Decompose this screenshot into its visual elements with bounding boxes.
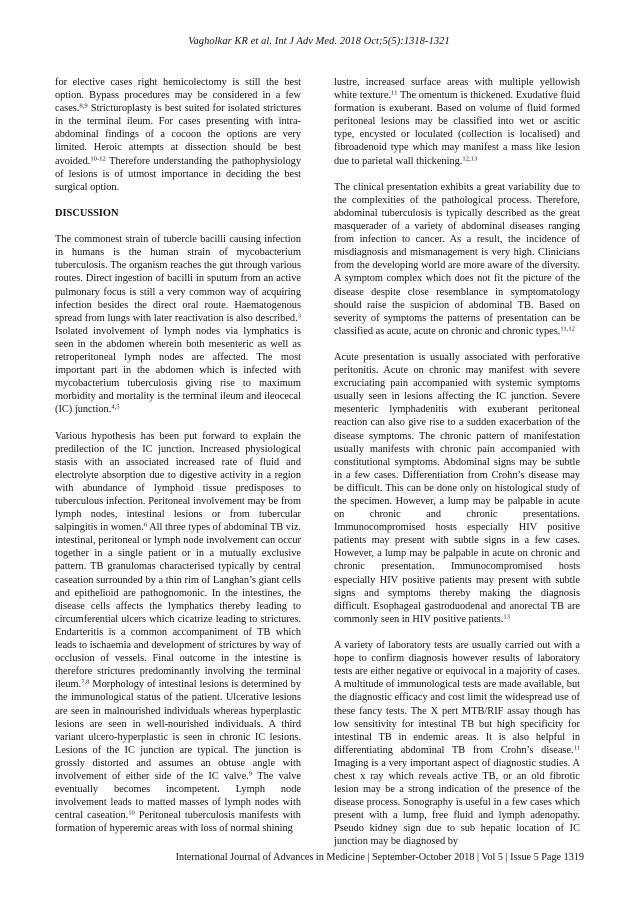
citation: 6: [143, 521, 148, 529]
citation: 7,8: [81, 678, 90, 686]
right-column: [334, 76, 580, 862]
citation: 11,12: [560, 325, 575, 333]
citation: 13: [503, 613, 510, 621]
citation: 9: [248, 770, 253, 778]
citation: 12,13: [462, 154, 478, 162]
left-column: [55, 76, 301, 849]
paragraph: for elective cases right hemicolectomy is still the best option. Bypass procedures may be considered in a few cases.$^{8,9}$ Stricturoplasty is best suited for isolated strictures in the terminal ileum. For cases presenting with intra-abdominal findings of a cocoon the options are very limited. Heroic attempts at dissection should be best avoided.$^{10-12}$ Therefore understanding the pathophysiology of lesions is of utmost importance in deciding the best surgical option.: [55, 77, 301, 193]
citation: 10-12: [90, 154, 106, 162]
section-heading-discussion: DISCUSSION: [55, 207, 119, 219]
paragraph: Acute presentation is usually associated with perforative peritonitis. Acute on chronic may manifest with severe excruciating pain accompanied with systemic symptoms usually seen in lesions affecting the IC junction. Severe mesenteric lymphadenitis with exuberant peritoneal reaction can also give rise to a sudden exacerbation of the disease symptoms. The chronic pattern of manifestation usually manifests with chronic pain accompanied with constitutional symptoms. Abdominal signs may be subtle in a few cases. Differentiation from Crohn’s disease may be difficult. This can be done only on histological study of the specimen. However, a lump may be palpable in acute on chronic and chronic presentations. Immunocompromised hosts especially HIV positive patients may present with subtle signs in a few cases. However, a lump may be palpable in acute on chronic and chronic presentation. Immunocompromised hosts especially HIV positive patients may present with subtle signs and symptoms thereby making the diagnosis difficult. Esophageal gastroduodenal and anorectal TB are commonly seen in HIV positive patients.$^{13}$: [334, 351, 580, 625]
paragraph: A variety of laboratory tests are usually carried out with a hope to confirm diagnosis however results of laboratory tests are either negative or equivocal in a majority of cases. A multitude of immunological tests are made available, but the diagnostic efficacy and cost limit the widespread use of these fancy tests. The X pert MTB/RIF assay though has low sensitivity for intestinal TB but high specificity for intestinal TB in endemic areas. It is also helpful in differentiating abdominal TB from Crohn’s disease.$^{11}$ Imaging is a very important aspect of diagnostic studies. A chest x ray which reveals active TB, or an old fibrotic lesion may be a strong indication of the presence of the disease process. Sonography is useful in a few cases which present with a lump, free fluid and lymph adenopathy. Pseudo kidney sign due to sub hepatic location of IC junction may be diagnosed by: [334, 640, 580, 848]
citation: 8,9: [79, 102, 88, 110]
paragraph: lustre, increased surface areas with multiple yellowish white texture.$^{11}$ The omentum is thickened. Exudative fluid formation is exuberant. Based on volume of fluid formed peritoneal lesions may be classified into wet or ascitic type, encysted or loculated (collection is localised) and fibroadenoid type which may manifest a mass like lesion due to parietal wall thickening.$^{12,13}$: [334, 77, 580, 167]
paragraph: The commonest strain of tubercle bacilli causing infection in humans is the human strain of mycobacterium tuberculosis. The organism reaches the gut through various routes. Direct ingestion of bacilli in sputum from an active pulmonary focus is still a very common way of acquiring infection besides the direct oral route. Haematogenous spread from lungs with later reactivation is also described.$^3$ Isolated involvement of lymph nodes via lymphatics is seen in the abdomen wherein both mesenteric as well as retroperitoneal lymph nodes are affected. The most important part in the abdomen which is infected with mycobacterium tuberculosis giving rise to maximum morbidity and mortality is the terminal ileum and ileocecal (IC) junction.$^{4,5}$: [55, 234, 301, 416]
citation: 11: [573, 744, 580, 752]
citation: 11: [391, 89, 398, 97]
citation: 4,5: [111, 403, 120, 411]
citation: 3: [297, 312, 301, 320]
page-footer: International Journal of Advances in Medicine | September-October 2018 | Vol 5 | Issue 5 Page 1319: [175, 852, 584, 863]
running-header: Vagholkar KR et al. Int J Adv Med. 2018 Oct;5(5):1318-1321: [188, 36, 450, 47]
paragraph: Various hypothesis has been put forward to explain the predilection of the IC junction. Increased physiological stasis with an associated increased rate of fluid and electrolyte absorption due to digestive activity in a region with abundance of lymphoid tissue predisposes to tuberculous infection. Peritoneal involvement may be from lymph nodes, intestinal lesions or from tubercular salpingitis in women.$^6$ All three types of abdominal TB viz. intestinal, peritoneal or lymph node involvement can occur together in a single patient or in a mutually exclusive pattern. TB granulomas characterised typically by central caseation surrounded by a thin rim of Langhan’s giant cells and epithelioid are pathognomonic. In the intestines, the disease cells affects the lymphatics thereby leading to circumferential ulcers which cicatrize leading to strictures. Endarteritis is a common accompaniment of TB which leads to ischaemia and development of strictures by way of occlusion of vessels. Final outcome in the intestine is therefore strictures predominantly involving the terminal ileum.$^{7,8}$ Morphology of intestinal lesions is determined by the immunological status of the patient. Ulcerative lesions are seen in malnourished individuals whereas hyperplastic lesions are seen in well-nourished individuals. A third variant ulcero-hyperplastic is seen in chronic IC lesions. Lesions of the IC junction are typical. The junction is grossly distorted and assumes an obtuse angle with involvement of either side of the IC valve.$^9$ The valve eventually becomes incompetent. Lymph node involvement leads to matted masses of lymph nodes with central caseation.$^{10}$ Peritoneal tuberculosis manifests with formation of hyperemic areas with loss of normal shining: [55, 430, 302, 835]
paragraph: The clinical presentation exhibits a great variability due to the complexities of the pathological process. Therefore, abdominal tuberculosis is typically described as the great masquerader of a variety of abdominal diseases ranging from infection to cancer. As a result, the incidence of misdiagnosis and mismanagement is very high. Clinicians from the developing world are more aware of the diversity. A symptom complex which does not fit the picture of the disease despite close resemblance in symptomatology should raise the suspicion of abdominal TB. Based on severity of symptoms the patterns of presentation can be classified as acute, acute on chronic and chronic types.$^{11,12}$: [334, 181, 580, 337]
citation: 10: [128, 809, 135, 817]
